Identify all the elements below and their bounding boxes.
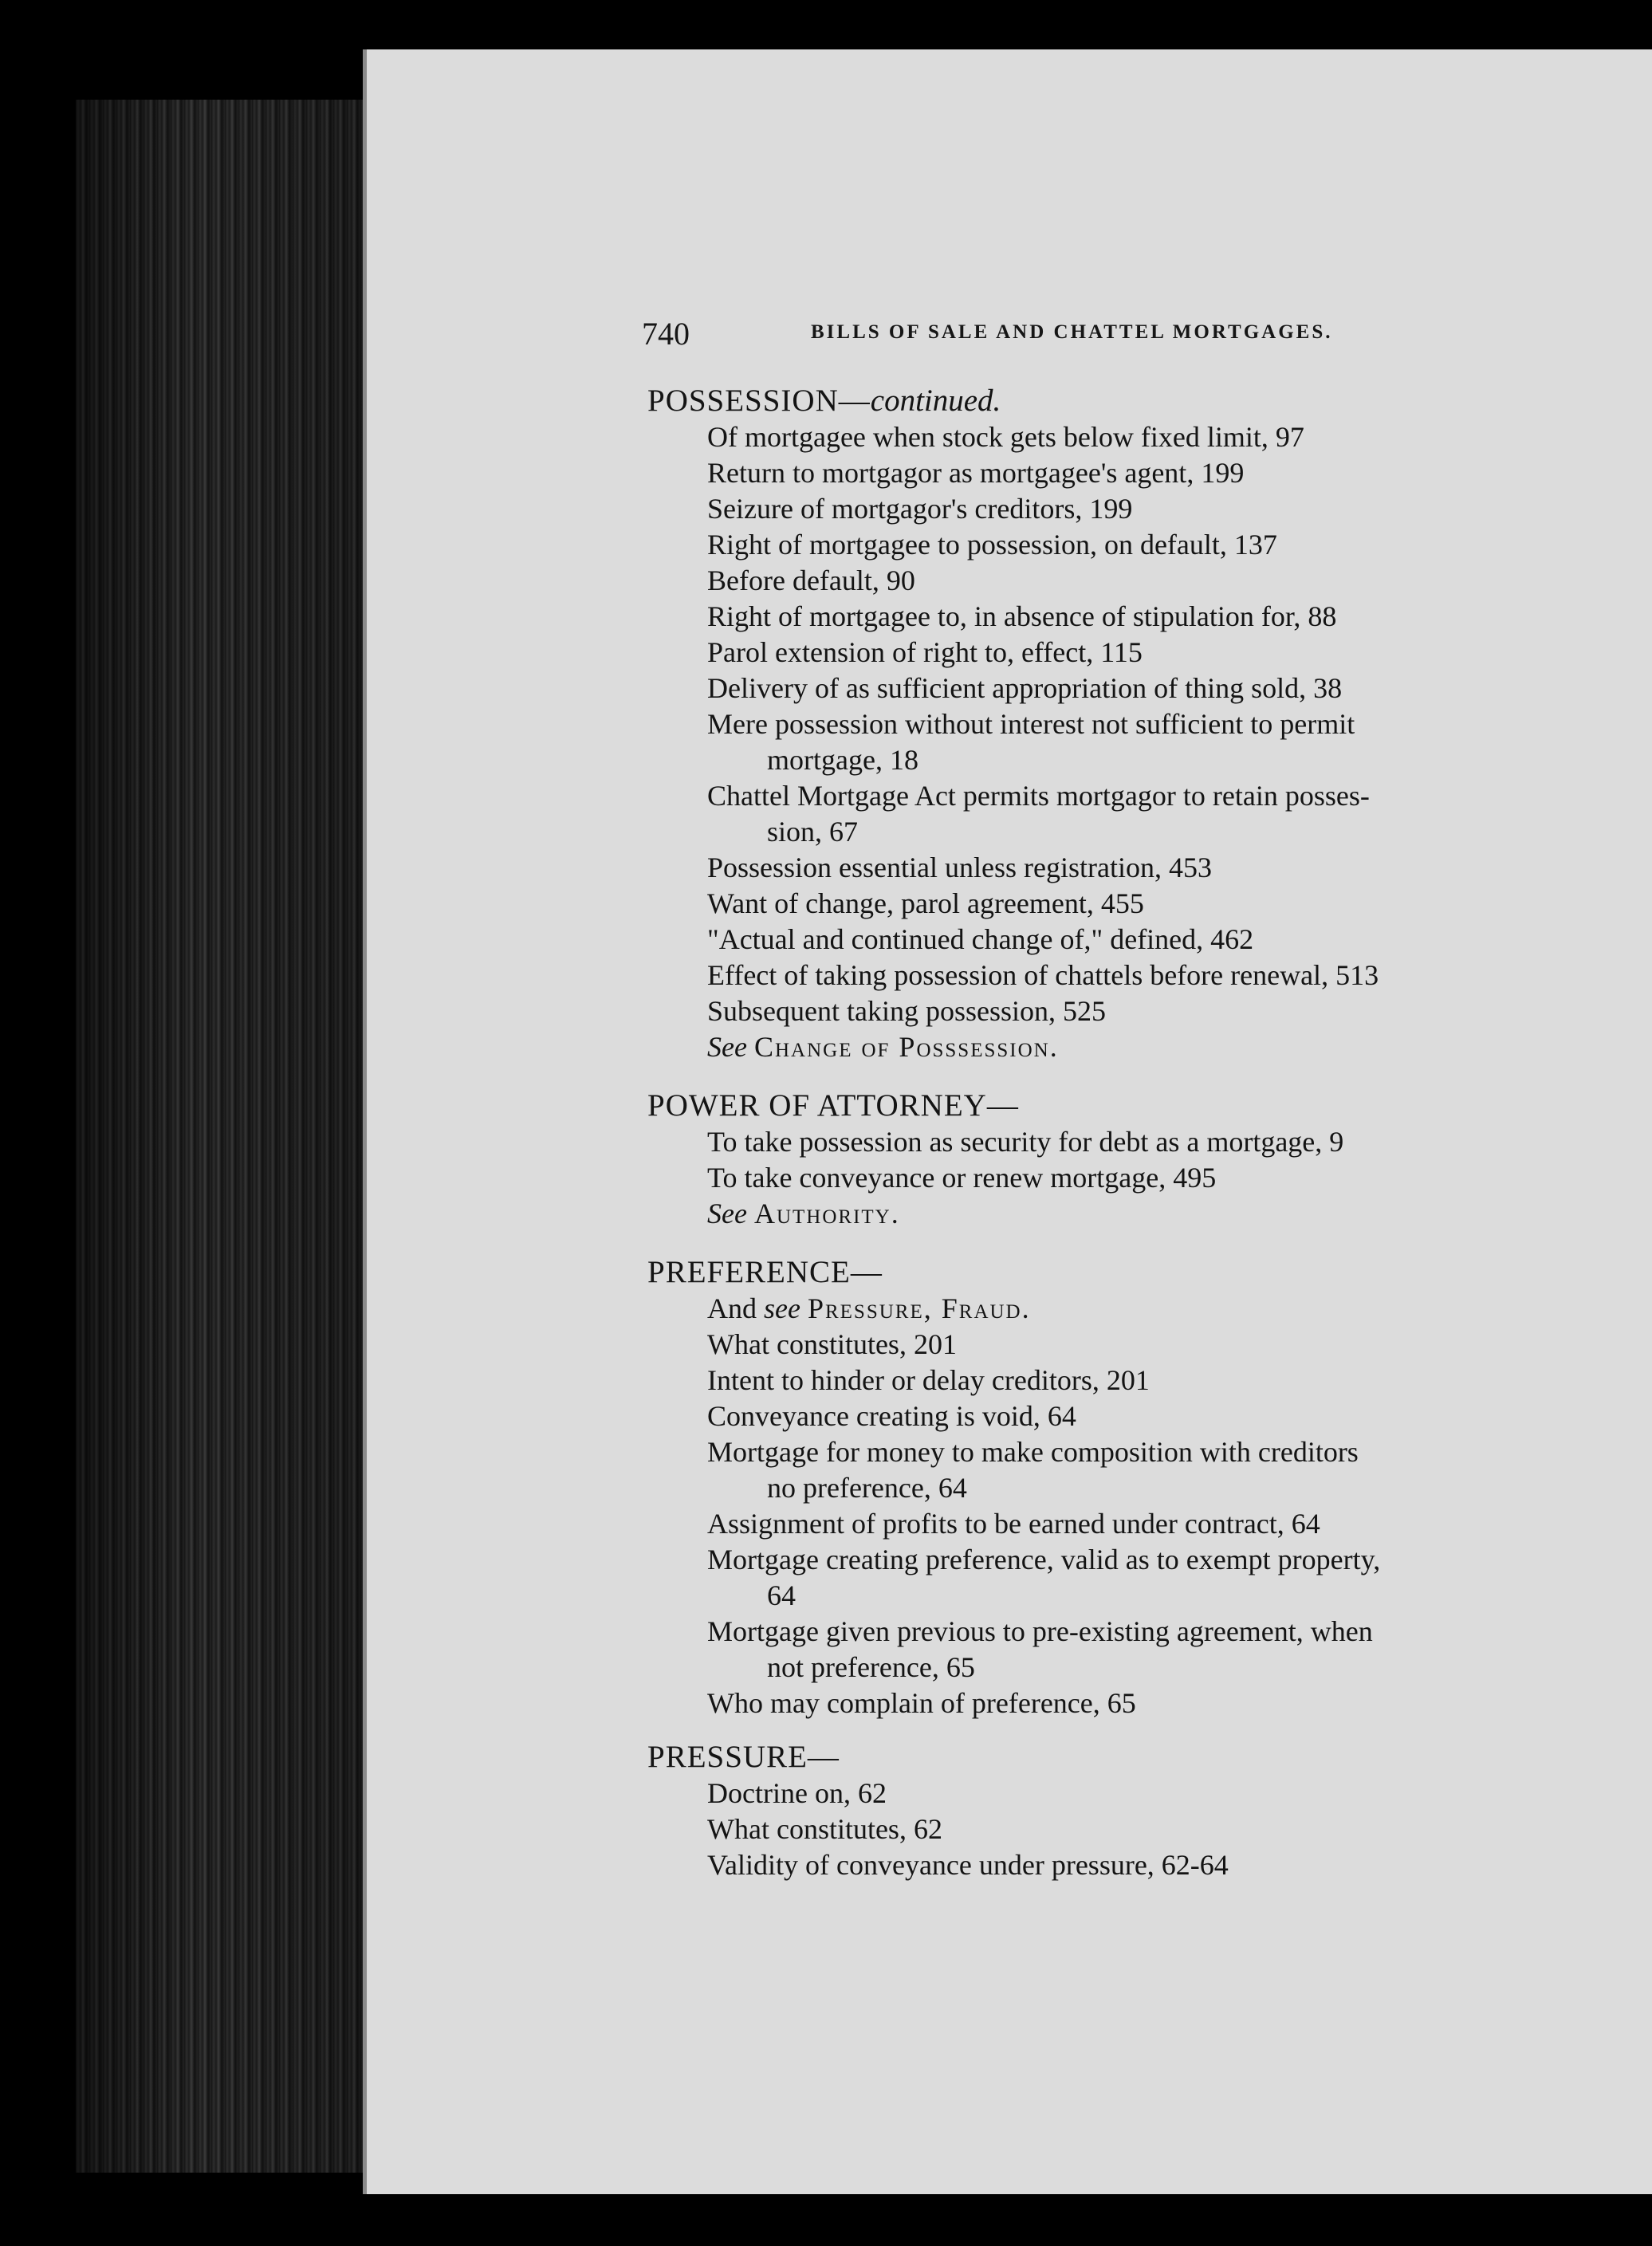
running-header [642, 315, 1646, 352]
see-reference [707, 1029, 1564, 1065]
see-target: Change of Posssession. [753, 1031, 1059, 1063]
index-line: Right of mortgagee to possession, on default, 137 [707, 529, 1277, 561]
entry-heading-possession: POSSESSION—continued. [647, 384, 1001, 418]
index-line: Conveyance creating is void, 64 [707, 1400, 1076, 1432]
index-line-continuation: 64 [767, 1579, 796, 1611]
index-line: What constitutes, 62 [707, 1813, 942, 1845]
index-content [647, 383, 1564, 1883]
and-label: And [707, 1292, 757, 1324]
index-line-continuation: no preference, 64 [767, 1472, 967, 1504]
index-line: Assignment of profits to be earned under contract, 64 [707, 1508, 1320, 1540]
index-line: Doctrine on, 62 [707, 1777, 887, 1809]
index-line-continuation: mortgage, 18 [767, 744, 918, 776]
index-line: Validity of conveyance under pressure, 62-64 [707, 1849, 1229, 1881]
spine-shadow [76, 100, 379, 2173]
index-line: To take conveyance or renew mortgage, 495 [707, 1162, 1217, 1194]
index-line: Of mortgagee when stock gets below fixed limit, 97 [707, 421, 1304, 453]
index-line: Effect of taking possession of chattels before renewal, 513 [707, 959, 1379, 991]
continued-label: continued. [870, 384, 1001, 418]
index-line: Intent to hinder or delay creditors, 201 [707, 1364, 1150, 1396]
index-line: Chattel Mortgage Act permits mortgagor to retain posses- [707, 780, 1370, 812]
entry-heading-preference: PREFERENCE— [647, 1255, 883, 1289]
index-line: Mortgage creating preference, valid as to exempt property, [707, 1544, 1381, 1575]
index-line-continuation: not preference, 65 [767, 1651, 975, 1683]
index-line: Mere possession without interest not sufficient to permit [707, 708, 1355, 740]
see-target: Authority. [753, 1198, 900, 1229]
index-line: Who may complain of preference, 65 [707, 1687, 1136, 1719]
index-line: Want of change, parol agreement, 455 [707, 887, 1144, 919]
index-line-continuation: sion, 67 [767, 816, 859, 848]
index-line: Seizure of mortgagor's creditors, 199 [707, 493, 1133, 525]
index-line: To take possession as security for debt as a mortgage, 9 [707, 1126, 1344, 1158]
index-line: Delivery of as sufficient appropriation of thing sold, 38 [707, 672, 1343, 704]
index-line: What constitutes, 201 [707, 1328, 957, 1360]
running-title: BILLS OF SALE AND CHATTEL MORTGAGES. [811, 321, 1333, 343]
index-line: Before default, 90 [707, 564, 915, 596]
index-line: Mortgage given previous to pre-existing agreement, when [707, 1615, 1373, 1647]
see-label: See [707, 1031, 747, 1063]
page-number: 740 [642, 316, 690, 352]
index-line: Parol extension of right to, effect, 115 [707, 636, 1143, 668]
index-line: Return to mortgagor as mortgagee's agent, 199 [707, 457, 1245, 489]
entry-heading-power-of-attorney: POWER OF ATTORNEY— [647, 1088, 1019, 1123]
index-line: Subsequent taking possession, 525 [707, 995, 1106, 1027]
see-label: See [707, 1198, 747, 1229]
see-label: see [764, 1292, 800, 1324]
index-line: Mortgage for money to make composition with creditors [707, 1436, 1359, 1468]
entry-heading-pressure: PRESSURE— [647, 1740, 840, 1774]
index-line: "Actual and continued change of," defined, 462 [707, 923, 1254, 955]
index-line: Right of mortgagee to, in absence of stipulation for, 88 [707, 600, 1337, 632]
see-target: Pressure, Fraud. [807, 1292, 1031, 1324]
index-line: Possession essential unless registration, 453 [707, 852, 1212, 883]
see-also-reference [707, 1291, 1564, 1327]
see-reference [707, 1196, 1564, 1232]
